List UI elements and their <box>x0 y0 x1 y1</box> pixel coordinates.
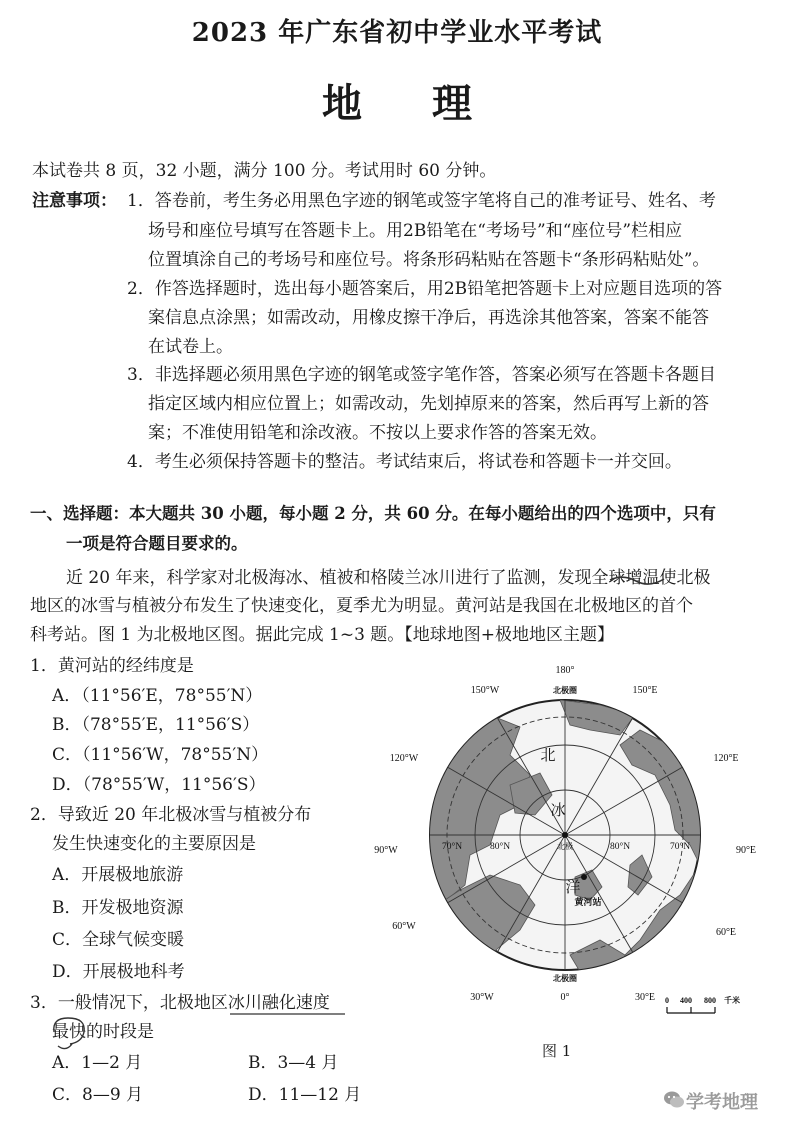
answer-option: B．3—4 月 <box>248 1053 339 1073</box>
notice-line: 位置填涂自己的考场号和座位号。将条形码粘贴在答题卡“条形码粘贴处”。 <box>148 250 710 270</box>
exam-title: 2023 年广东省初中学业水平考试 <box>191 18 603 48</box>
lon-label-90e: 90°E <box>735 845 757 856</box>
arctic-circle-label-top: 北极圈 <box>553 685 577 695</box>
notice-line: 在试卷上。 <box>148 337 233 357</box>
scale-bar <box>665 995 740 1013</box>
ocean-label-char: 冰 <box>550 801 566 819</box>
lon-label-0: 0° <box>560 992 570 1003</box>
question-stem: 2．导致近 20 年北极冰雪与植被分布 <box>30 805 312 825</box>
notice-line: 场号和座位号填写在答题卡上。用2B铅笔在“考场号”和“座位号”栏相应 <box>148 221 683 241</box>
question-stem-cont: 最快的时段是 <box>52 1022 154 1042</box>
lon-label-30e: 30°E <box>634 992 656 1003</box>
notice-line: 案；不准使用铅笔和涂改液。不按以上要求作答的答案无效。 <box>148 423 607 443</box>
lon-label-60e: 60°E <box>715 927 737 938</box>
section-heading: 一、选择题：本大题共 30 小题，每小题 2 分，共 60 分。在每小题给出的四个选项中，只有 <box>30 504 716 523</box>
lon-label-180: 180° <box>555 665 575 676</box>
answer-option: A．1—2 月 <box>52 1053 143 1073</box>
huanghe-station-marker <box>581 874 587 880</box>
answer-option: A．开展极地旅游 <box>52 865 184 885</box>
answer-option: C．全球气候变暖 <box>52 930 185 950</box>
lon-label-30w: 30°W <box>470 992 494 1003</box>
scale-unit-label: 千米 <box>724 996 740 1005</box>
watermark-text: 学考地理 <box>686 1092 758 1113</box>
question-stem: 1．黄河站的经纬度是 <box>30 656 194 676</box>
wechat-icon <box>663 1090 685 1110</box>
answer-option: B．开发极地资源 <box>52 898 184 918</box>
north-pole-marker <box>562 832 568 838</box>
answer-option: C．8—9 月 <box>52 1085 144 1105</box>
arctic-circle-label-bottom: 北极圈 <box>553 973 577 983</box>
handwritten-underline <box>230 1010 350 1018</box>
lon-label-120e: 120°E <box>713 753 739 764</box>
lat-label-70n-right: 70°N <box>670 842 691 852</box>
arctic-map <box>370 655 780 1065</box>
answer-option: B．（78°55′E，11°56′S） <box>52 715 260 735</box>
notice-line: 指定区域内相应位置上；如需改动，先划掉原来的答案，然后再写上新的答 <box>148 394 709 414</box>
lon-label-150w: 150°W <box>470 685 500 696</box>
lon-label-90w: 90°W <box>374 845 398 856</box>
passage-line: 地区的冰雪与植被分布发生了快速变化，夏季尤为明显。黄河站是我国在北极地区的首个 <box>30 596 693 616</box>
north-pole-label: 北极 <box>557 842 573 851</box>
notice-line: 1．答卷前，考生务必用黑色字迹的钢笔或签字笔将自己的准考证号、姓名、考 <box>127 191 716 211</box>
notice-line: 4．考生必须保持答题卡的整洁。考试结束后，将试卷和答题卡一并交回。 <box>127 452 682 472</box>
lat-label-70n-left: 70°N <box>442 842 463 852</box>
answer-option: D．（78°55′W，11°56′S） <box>52 775 266 795</box>
answer-option: A．（11°56′E，78°55′N） <box>52 686 263 706</box>
passage-line: 近 20 年来，科学家对北极海冰、植被和格陵兰冰川进行了监测，发现全球增温使北极 <box>66 568 711 588</box>
notice-line: 案信息点涂黑；如需改动，用橡皮擦干净后，再选涂其他答案，答案不能答 <box>148 308 709 328</box>
scale-label: 800 <box>704 996 716 1005</box>
lon-label-150e: 150°E <box>632 685 658 696</box>
lat-label-80n-right: 80°N <box>610 842 631 852</box>
lon-label-60w: 60°W <box>392 921 416 932</box>
notice-line: 3．非选择题必须用黑色字迹的钢笔或签字笔作答，答案必须写在答题卡各题目 <box>127 365 716 385</box>
ocean-label-char: 洋 <box>565 878 581 896</box>
answer-option: D．开展极地科考 <box>52 962 185 982</box>
answer-option: D．11—12 月 <box>248 1085 362 1105</box>
lon-label-120w: 120°W <box>389 753 419 764</box>
huanghe-station-label: 黄河站 <box>574 898 602 908</box>
scale-label: 400 <box>680 996 692 1005</box>
question-stem-cont: 发生快速变化的主要原因是 <box>52 834 256 854</box>
handwritten-underline <box>608 572 668 586</box>
figure-caption: 图 1 <box>542 1042 572 1060</box>
scale-label: 0 <box>665 996 669 1005</box>
ocean-label-char: 北 <box>540 746 556 764</box>
handwritten-circle-mark <box>50 1010 90 1050</box>
exam-intro: 本试卷共 8 页，32 小题，满分 100 分。考试用时 60 分钟。 <box>32 161 497 181</box>
notice-line: 2．作答选择题时，选出每小题答案后，用2B铅笔把答题卡上对应题目选项的答 <box>127 279 723 299</box>
passage-line: 科考站。图 1 为北极地区图。据此完成 1~3 题。【地球地图+极地地区主题】 <box>30 625 615 645</box>
notice-label: 注意事项： <box>32 191 117 211</box>
answer-option: C．（11°56′W，78°55′N） <box>52 745 269 765</box>
lat-label-80n-left: 80°N <box>490 842 511 852</box>
section-heading-cont: 一项是符合题目要求的。 <box>66 534 248 553</box>
question-stem: 3．一般情况下，北极地区冰川融化速度 <box>30 993 330 1013</box>
subject-title: 地 理 <box>322 80 500 127</box>
